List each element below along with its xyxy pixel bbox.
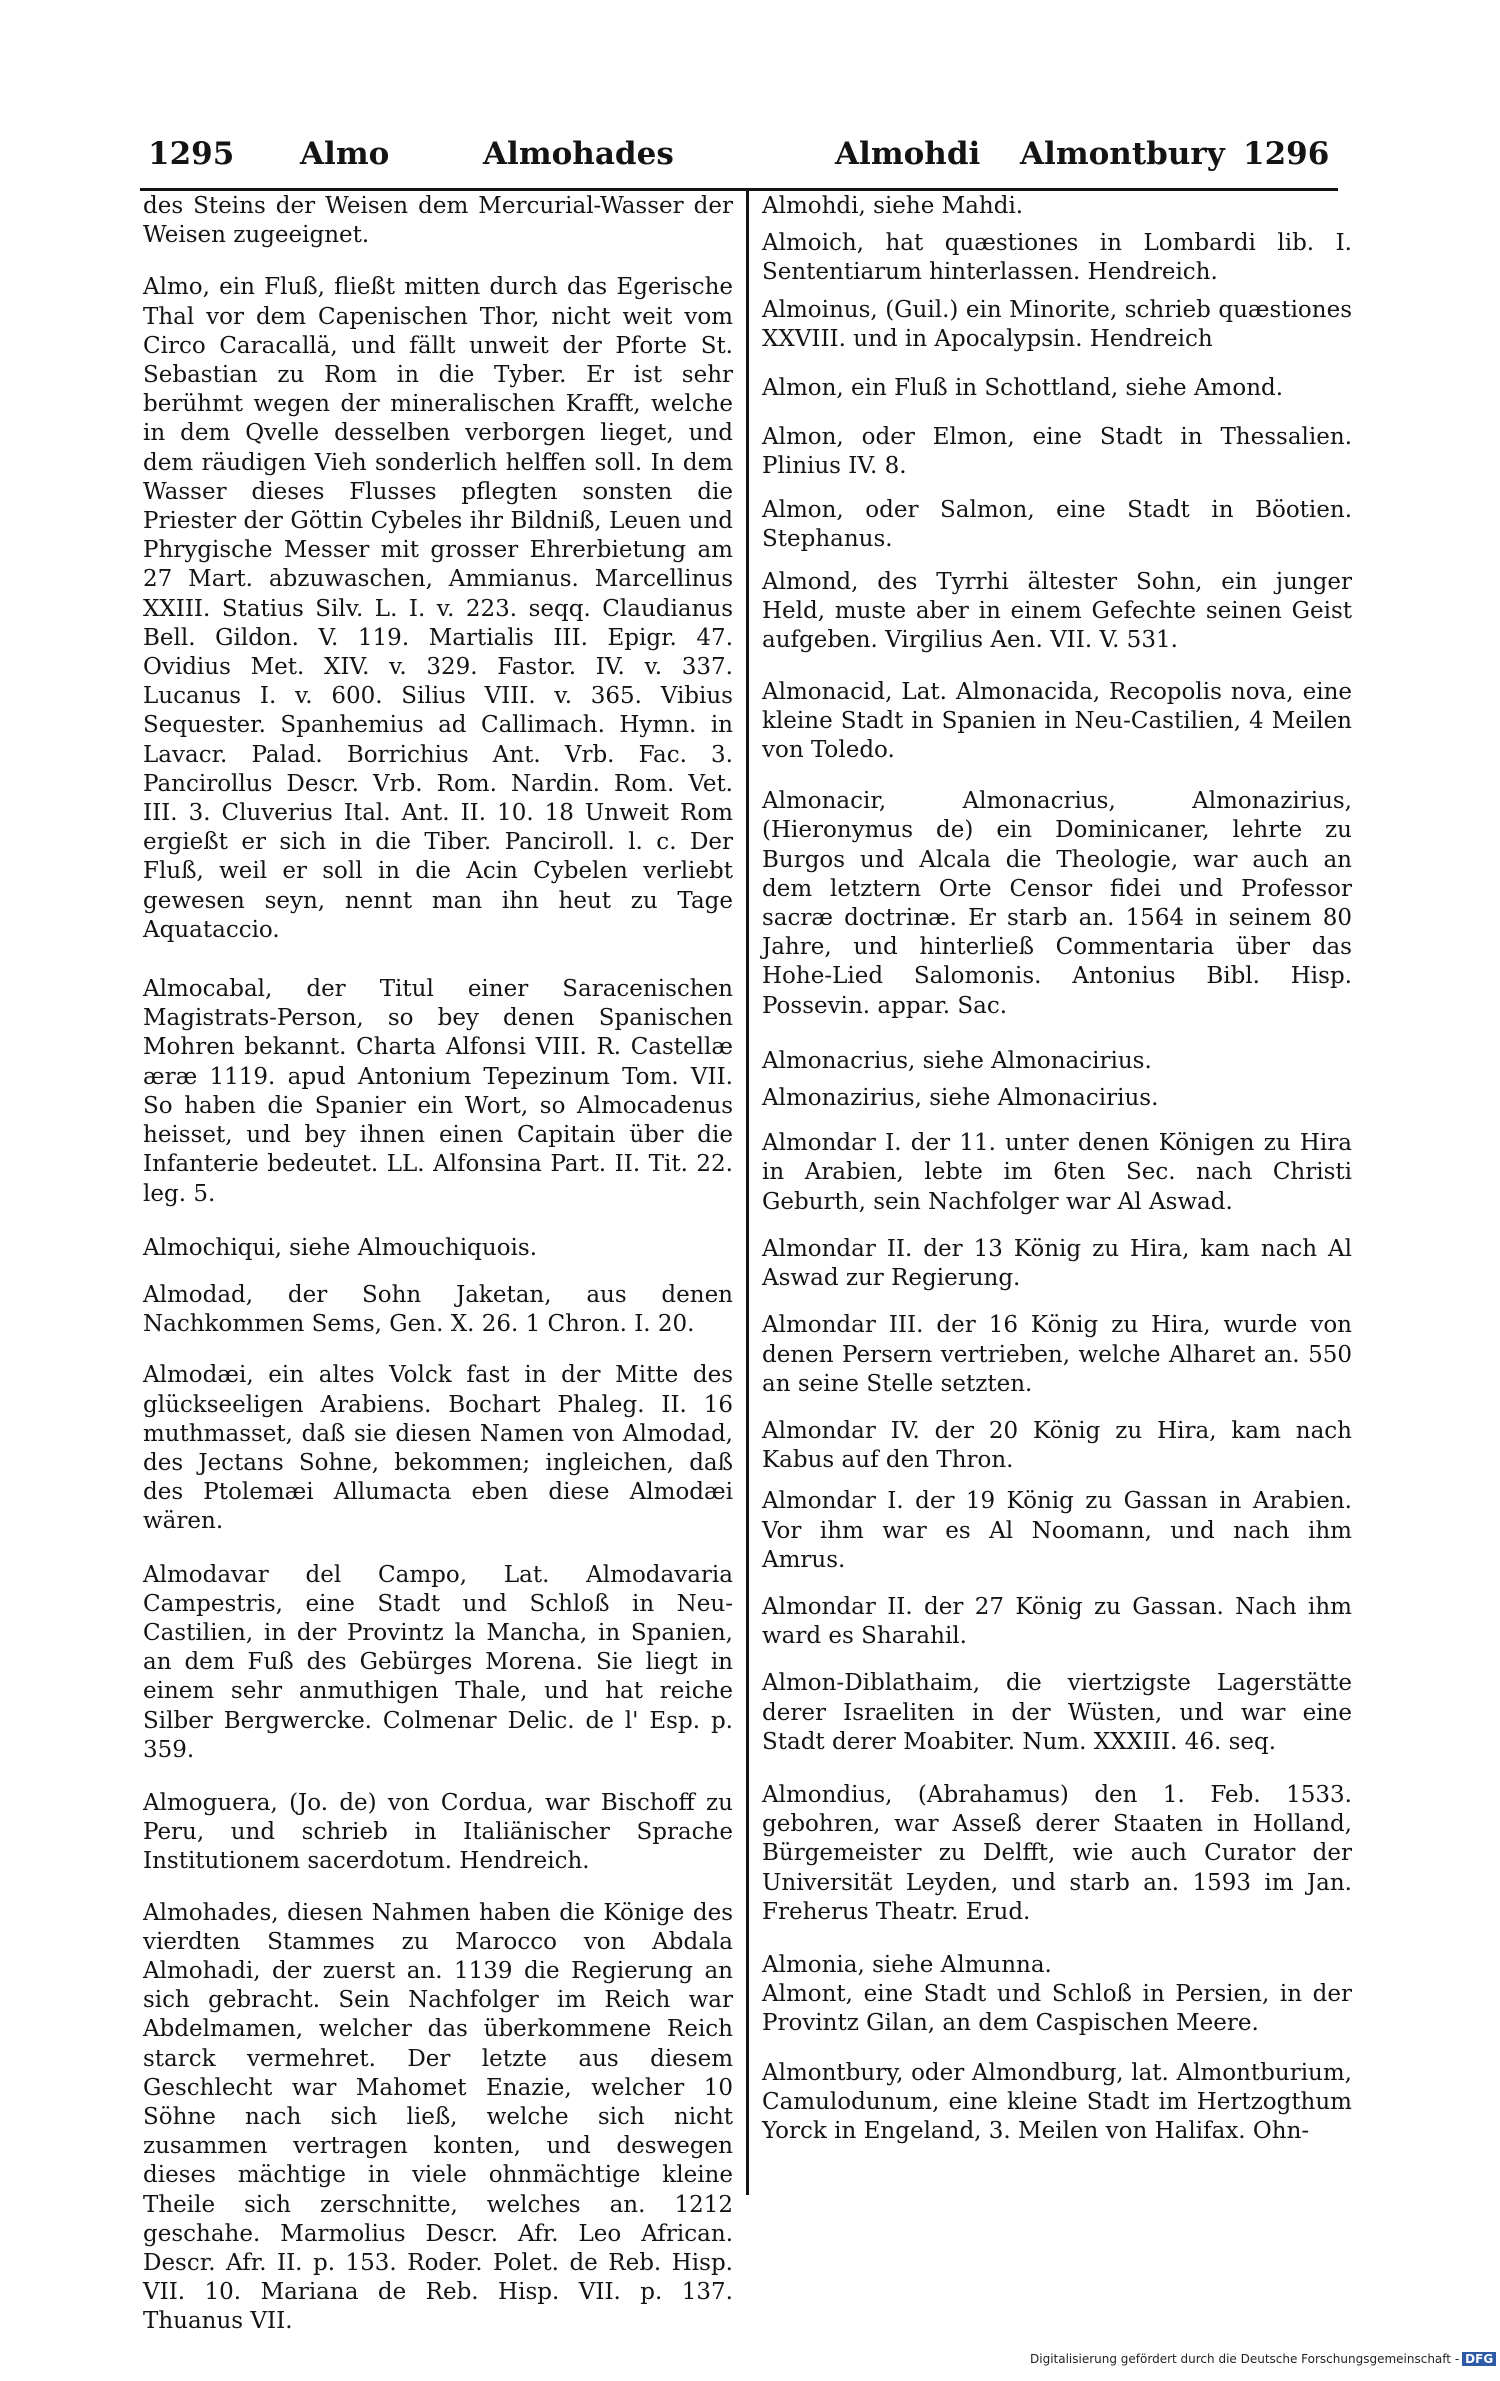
entry-almondar-4-hira: Almondar IV. der 20 König zu Hira, kam nach Kabus auf den Thron. [762, 1417, 1352, 1474]
entry-almondar-1-hira: Almondar I. der 11. unter denen Königen zu Hira in Arabien, lebte im 6ten Sec. nach Christi Geburth, sein Nachfolger war Al Aswad. [762, 1130, 1352, 1215]
entry-almoguera: Almoguera, (Jo. de) von Cordua, war Bischoff zu Peru, und schrieb in Italiänischer Sprache Institutionem sacerdotum. Hendreich. [143, 1789, 733, 1875]
digitization-credit [1030, 2352, 1496, 2366]
entry-almo: Almo, ein Fluß, fließt mitten durch das Egerische Thal vor dem Capenischen Thor, nicht weit vom Circo Caracallä, und fällt unweit der Pforte St. Sebastian zu Rom in die Tyber. Er ist sehr berühmt wegen der mineralischen Krafft, welche in dem Qvelle desselben verborgen lieget, und dem räudigen Vieh sonderlich helffen soll. In dem Wasser dieses Flusses pflegten sonsten die Priester der Göttin Cybeles ihr Bildniß, Leuen und Phrygische Messer mit grosser Ehrerbietung am 27 Mart. abzuwaschen, Ammianus. Marcellinus XXIII. Statius Silv. L. I. v. 223. seqq. Claudianus Bell. Gildon. V. 119. Martialis III. Epigr. 47. Ovidius Met. XIV. v. 329. Fastor. IV. v. 337. Lucanus I. v. 600. Silius VIII. v. 365. Vibius Sequester. Spanhemius ad Callimach. Hymn. in Lavacr. Palad. Borrichius Ant. Vrb. Fac. 3. Pancirollus Descr. Vrb. Rom. Nardin. Rom. Vet. III. 3. Cluverius Ital. Ant. II. 10. 18 Unweit Rom ergießt er sich in die Tiber. Panciroll. l. c. Der Fluß, weil er soll in die Acin Cybelen verliebt gewesen seyn, nennt man ihn heut zu Tage Aquataccio. [143, 274, 733, 943]
header-rule [140, 188, 1338, 191]
catchword-3: Almohdi [835, 136, 981, 172]
catchword-1: Almo [300, 136, 390, 172]
catchword-4: Almontbury [1020, 136, 1225, 172]
entry-almon-boeotien: Almon, oder Salmon, eine Stadt in Böotien. Stephanus. [762, 496, 1352, 552]
entry-almondar-2-hira: Almondar II. der 13 König zu Hira, kam nach Al Aswad zur Regierung. [762, 1235, 1352, 1292]
entry-text: des Steins der Weisen dem Mercurial-Wasser der Weisen zugeeignet. [143, 193, 733, 249]
entry-almodavar: Almodavar del Campo, Lat. Almodavaria Campestris, eine Stadt und Schloß in Neu-Castilien, in der Provintz la Mancha, in Spanien, an dem Fuß des Gebürges Morena. Sie liegt in einem sehr anmuthigen Thale, und hat reiche Silber Bergwercke. Colmenar Delic. de l' Esp. p. 359. [143, 1561, 733, 1763]
right-column [762, 192, 1352, 2146]
entry-almondar-1-gassan: Almondar I. der 19 König zu Gassan in Arabien. Vor ihm war es Al Noomann, und nach ihm Amrus. [762, 1488, 1352, 1573]
entry-almoinus: Almoinus, (Guil.) ein Minorite, schrieb quæstiones XXVIII. und in Apocalypsin. Hendreich [762, 296, 1352, 352]
entry-almont: Almont, eine Stadt und Schloß in Persien, in der Provintz Gilan, an dem Caspischen Meere. [762, 1981, 1352, 2037]
entry-almocabal: Almocabal, der Titul einer Saracenischen Magistrats-Person, so bey denen Spanischen Mohren bekannt. Charta Alfonsi VIII. R. Castellæ æræ 1119. apud Antonium Tepezinum Tom. VII. So haben die Spanier ein Wort, so Almocadenus heisset, und bey ihnen einen Capitain über die Infanterie bedeutet. LL. Alfonsina Part. II. Tit. 22. leg. 5. [143, 976, 733, 1207]
entry-almon-thessalien: Almon, oder Elmon, eine Stadt in Thessalien. Plinius IV. 8. [762, 424, 1352, 480]
entry-almodad: Almodad, der Sohn Jaketan, aus denen Nachkommen Sems, Gen. X. 26. 1 Chron. I. 20. [143, 1281, 733, 1338]
entry-almontbury: Almontbury, oder Almondburg, lat. Almontburium, Camulodunum, eine kleine Stadt im Hertzogthum Yorck in Engeland, 3. Meilen von Halifax. Ohn- [762, 2059, 1352, 2144]
catchword-2: Almohades [483, 136, 674, 172]
column-number-right: 1296 [1243, 136, 1330, 172]
column-divider [746, 190, 749, 2195]
dfg-logo-icon: DFG [1462, 2352, 1496, 2366]
column-number-left: 1295 [148, 136, 235, 172]
entry-almond: Almond, des Tyrrhi ältester Sohn, ein junger Held, muste aber in einem Gefechte seinen Geist aufgeben. Virgilius Aen. VII. V. 531. [762, 569, 1352, 654]
left-column [143, 192, 733, 2337]
entry-almodaei: Almodæi, ein altes Volck fast in der Mitte des glückseeligen Arabiens. Bochart Phaleg. II. 16 muthmasset, daß sie diesen Namen von Almodad, des Jectans Sohne, bekommen; ingleichen, daß des Ptolemæi Allumacta eben diese Almodæi wären. [143, 1362, 733, 1535]
entry-almon-schottland: Almon, ein Fluß in Schottland, siehe Amond. [762, 375, 1284, 402]
entry-almohades: Almohades, diesen Nahmen haben die Könige des vierdten Stammes zu Marocco von Abdala Almohadi, der zuerst an. 1139 die Regierung an sich gebracht. Sein Nachfolger im Reich war Abdelmamen, welcher das überkommene Reich starck vermehret. Der letzte aus diesem Geschlecht war Mahomet Enazie, welcher 10 Söhne nach sich ließ, welche sich nicht zusammen vertragen konten, und deswegen dieses mächtige in viele ohnmächtige kleine Theile sich zerschnitte, welches an. 1212 geschahe. Marmolius Descr. Afr. Leo African. Descr. Afr. II. p. 153. Roder. Polet. de Reb. Hisp. VII. 10. Mariana de Reb. Hisp. VII. p. 137. Thuanus VII. [143, 1899, 733, 2335]
entry-almoich: Almoich, hat quæstiones in Lombardi lib. I. Sententiarum hinterlassen. Hendreich. [762, 230, 1352, 286]
credit-text: Digitalisierung gefördert durch die Deutsche Forschungsgemeinschaft - [1030, 2352, 1460, 2366]
entry-almonacid: Almonacid, Lat. Almonacida, Recopolis nova, eine kleine Stadt in Spanien in Neu-Castilien, 4 Meilen von Toledo. [762, 678, 1352, 764]
entry-almonacir: Almonacir, Almonacrius, Almonazirius, (Hieronymus de) ein Dominicaner, lehrte zu Burgos und Alcala die Theologie, war auch an dem letztern Orte Censor fidei und Professor sacræ doctrinæ. Er starb an. 1564 in seinem 80 Jahre, und hinterließ Commentaria über das Hohe-Lied Salomonis. Antonius Bibl. Hisp. Possevin. appar. Sac. [762, 788, 1352, 1019]
entry-almonacrius: Almonacrius, siehe Almonacirius. [762, 1047, 1152, 1074]
entry-almochiqui: Almochiqui, siehe Almouchiquois. [143, 1234, 538, 1261]
entry-almonazirius: Almonazirius, siehe Almonacirius. [762, 1085, 1159, 1112]
entry-almon-diblathaim: Almon-Diblathaim, die viertzigste Lagerstätte derer Israeliten in der Wüsten, und war eine Stadt derer Moabiter. Num. XXXIII. 46. seq. [762, 1670, 1352, 1755]
entry-almondius: Almondius, (Abrahamus) den 1. Feb. 1533. gebohren, war Asseß derer Staaten in Holland, Bürgemeister zu Delfft, wie auch Curator der Universität Leyden, und starb an. 1593 im Jan. Freherus Theatr. Erud. [762, 1781, 1352, 1925]
entry-almondar-2-gassan: Almondar II. der 27 König zu Gassan. Nach ihm ward es Sharahil. [762, 1593, 1352, 1650]
entry-almondar-3-hira: Almondar III. der 16 König zu Hira, wurde von denen Persern vertrieben, welche Alharet an. 550 an seine Stelle setzten. [762, 1312, 1352, 1397]
entry-almonia: Almonia, siehe Almunna. [762, 1951, 1052, 1978]
running-header [140, 128, 1340, 178]
entry-almohdi: Almohdi, siehe Mahdi. [762, 193, 1024, 219]
